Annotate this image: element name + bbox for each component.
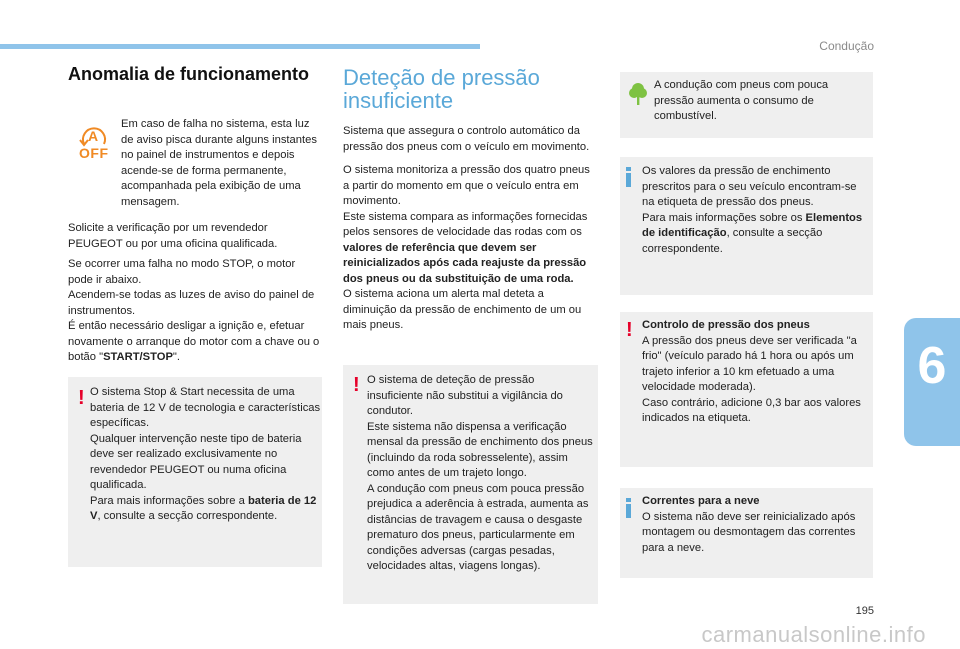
info-icon xyxy=(626,167,631,187)
pressure-control-title xyxy=(642,318,870,334)
heading-anomalia: Anomalia de funcionamento xyxy=(68,64,310,84)
icon-description-text: Em caso de falha no sistema, esta luz de aviso pisca durante alguns instantes no painel de instrumentos e depois acende-se de forma permanente, acompanhada pela exibição de uma mensagem. xyxy=(121,118,317,208)
snow-chains-title xyxy=(642,494,868,510)
info-snow-text xyxy=(642,494,868,556)
snow-chains-title-text: Correntes para a neve xyxy=(642,495,760,507)
middle-body xyxy=(343,163,593,334)
detection-text-1: O sistema de deteção de pressão insuficiente não substitui a vigilância do condutor. xyxy=(367,374,563,417)
middle-intro xyxy=(343,124,593,164)
para-restart xyxy=(68,319,320,366)
warning-icon: ! xyxy=(78,387,85,409)
warning-panel-detection xyxy=(343,365,598,604)
detection-text-3: A condução com pneus com pouca pressão prejudica a aderência à estrada, aumenta as distâncias de travagem e causa o desgaste prematuro dos pneus, particularmente em condições adversas (cargas pesadas, velocidades altas, viagens longas). xyxy=(367,482,589,572)
battery-text-3c: , consulte a secção correspondente. xyxy=(97,510,278,522)
warning-battery-text xyxy=(90,385,322,525)
icon-description xyxy=(121,117,317,210)
battery-text-3 xyxy=(90,494,322,525)
snow-chains-text: O sistema não deve ser reinicializado após montagem ou desmontagem das correntes para a neve. xyxy=(642,510,856,554)
middle-para-1: O sistema monitoriza a pressão dos quatro pneus a partir do momento em que o veículo entra em movimento. xyxy=(343,164,590,207)
middle-para-2b: valores de referência que devem ser reinicializados após cada reajuste da pressão dos pneus ou da substituição de uma roda. xyxy=(343,241,587,285)
para-stop-failure: Se ocorrer uma falha no modo STOP, o motor pode ir abaixo. xyxy=(68,258,296,286)
restart-end: ". xyxy=(172,351,180,363)
pressure-control-text-2: Caso contrário, adicione 0,3 bar aos valores indicados na etiqueta. xyxy=(642,396,861,424)
battery-text-1: O sistema Stop & Start necessita de uma bateria de 12 V de tecnologia e características específicas. xyxy=(90,386,321,429)
intro-text: Sistema que assegura o controlo automático da pressão dos pneus com o veículo em movimento. xyxy=(343,125,590,153)
warning-pressure-text xyxy=(642,318,870,427)
warning-icon: ! xyxy=(626,319,633,341)
battery-text-2: Qualquer intervenção neste tipo de bateria deve ser realizado exclusivamente no revendedor PEUGEOT ou numa oficina qualificada. xyxy=(90,432,302,491)
info-pressure-2a: Para mais informações sobre os xyxy=(642,211,806,224)
warning-panel-battery xyxy=(68,377,322,567)
battery-text-3a: Para mais informações sobre a xyxy=(90,494,248,507)
middle-para-3: O sistema aciona um alerta mal deteta a diminuição da pressão de enchimento de um ou mais pneus. xyxy=(343,288,582,331)
page-number: 195 xyxy=(855,605,874,617)
info-panel-pressure-values xyxy=(620,157,873,295)
left-body xyxy=(68,221,320,366)
warning-detection-text xyxy=(367,373,593,575)
pressure-control-title-text: Controlo de pressão dos pneus xyxy=(642,319,810,331)
detection-text-2: Este sistema não dispensa a verificação mensal da pressão de enchimento dos pneus (incluindo da roda sobresselente), assim como antes de um trajeto longo. xyxy=(367,420,593,479)
battery-link: bateria de 12 V xyxy=(90,494,317,522)
info-pressure-2c: , consulte a secção correspondente. xyxy=(642,227,823,255)
eco-panel xyxy=(620,72,873,138)
pressure-control-text-1: A pressão dos pneus deve ser verificada "a frio" (veículo parado há 1 hora ou após um trajeto inferior a 10 km efetuado a uma velocidade moderada). xyxy=(642,334,857,393)
para-warning-lights: Acendem-se todas as luzes de aviso do painel de instrumentos. xyxy=(68,289,315,317)
start-stop-label: START/STOP xyxy=(103,351,173,363)
header-accent-bar xyxy=(0,44,480,49)
icon-label-a: A xyxy=(88,128,99,144)
restart-text: É então necessário desligar a ignição e, efetuar novamente o arranque do motor com a chave ou o botão " xyxy=(68,320,320,363)
info-pressure-text xyxy=(642,164,868,257)
identification-link: Elementos de identificação xyxy=(642,211,863,239)
stopstart-off-icon xyxy=(76,124,112,162)
eco-text xyxy=(654,78,866,125)
chapter-number: 6 xyxy=(917,337,947,395)
info-panel-snow-chains xyxy=(620,488,873,578)
icon-label-off: OFF xyxy=(79,145,109,161)
middle-para-2a: Este sistema compara as informações fornecidas pelos sensores de velocidade das rodas com os xyxy=(343,210,588,238)
middle-para-2 xyxy=(343,210,593,288)
warning-panel-pressure-control xyxy=(620,312,873,467)
info-pressure-text-2 xyxy=(642,211,868,258)
info-icon xyxy=(626,498,631,518)
info-pressure-text-1: Os valores da pressão de enchimento prescritos para o seu veículo encontram-se na etiqueta de pressão dos pneus. xyxy=(642,165,857,208)
eco-text-content: A condução com pneus com pouca pressão aumenta o consumo de combustível. xyxy=(654,79,829,122)
watermark: carmanualsonline.info xyxy=(701,622,926,647)
para-verification: Solicite a verificação por um revendedor PEUGEOT ou por uma oficina qualificada. xyxy=(68,222,278,250)
eco-leaf-icon xyxy=(629,82,647,106)
warning-icon: ! xyxy=(353,374,360,396)
section-title: Condução xyxy=(819,39,874,53)
heading-detecao: Deteção de pressão insuficiente xyxy=(343,65,540,113)
